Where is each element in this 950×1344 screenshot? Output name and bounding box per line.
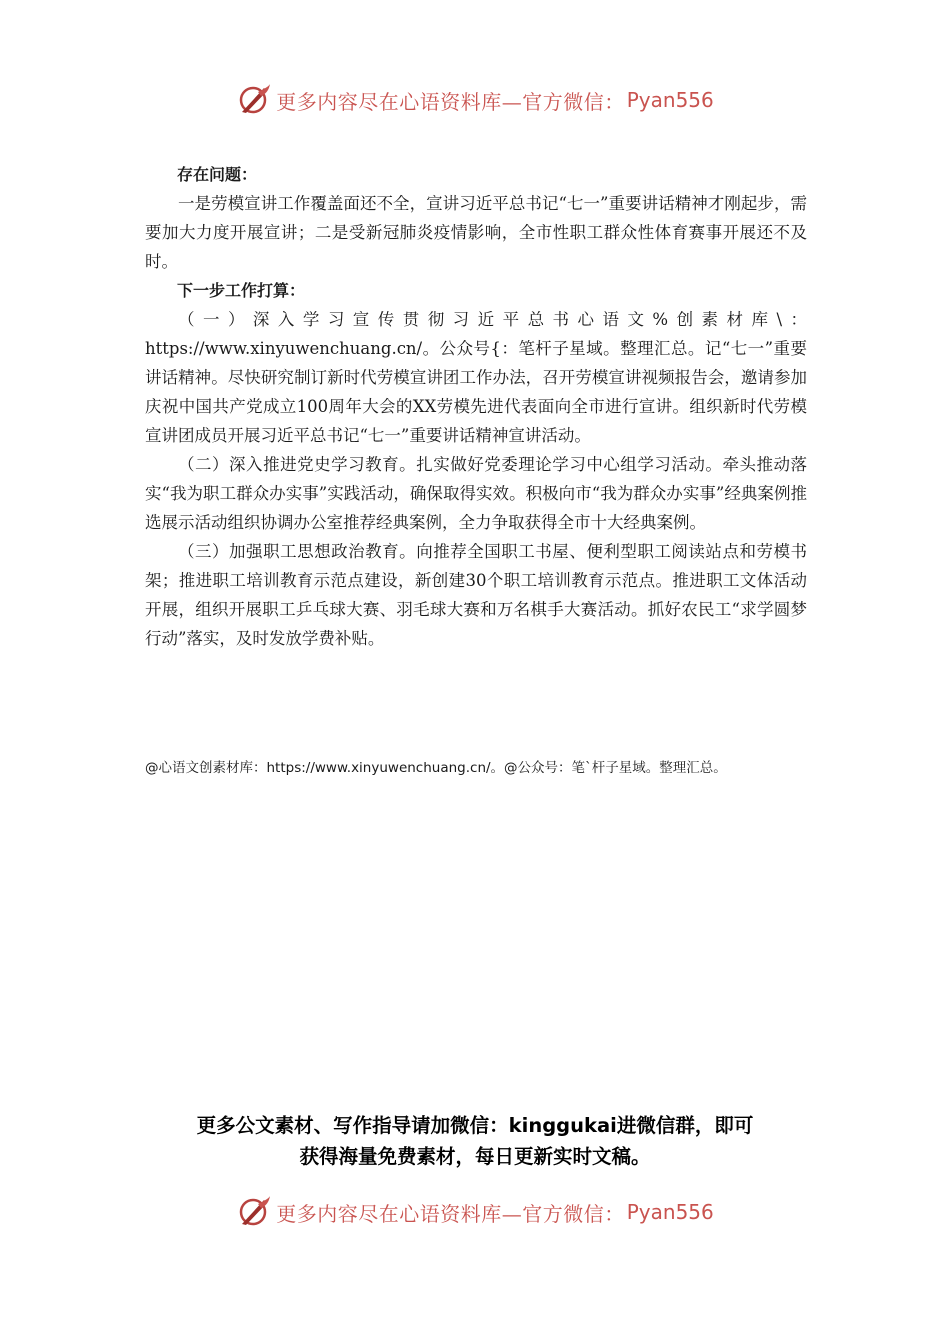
- document-body: [145, 160, 807, 653]
- credit-line: @心语文创素材库：https://www.xinyuwenchuang.cn/。@公众号：笔`杆子星域。整理汇总。: [145, 760, 727, 776]
- plan-item-3: （三）加强职工思想政治教育。向推荐全国职工书屋、便利型职工阅读站点和劳模书架；推进职工培训教育示范点建设，新创建30个职工培训教育示范点。推进职工文体活动开展，组织开展职工乒乓球大赛、羽毛球大赛和万名棋手大赛活动。抓好农民工“求学圆梦行动”落实，及时发放学费补贴。: [145, 542, 807, 648]
- promo-line-2: 获得海量免费素材，每日更新实时文稿。: [299, 1145, 651, 1168]
- quill-pen-logo-icon: [236, 82, 272, 118]
- wechat-id: Pyan556: [626, 1200, 714, 1224]
- problems-paragraph: 一是劳模宣讲工作覆盖面还不全，宣讲习近平总书记“七一”重要讲话精神才刚起步，需要加大力度开展宣讲；二是受新冠肺炎疫情影响，全市性职工群众性体育赛事开展还不及时。: [145, 194, 807, 271]
- header-banner: [0, 78, 950, 122]
- promo-line-1: 更多公文素材、写作指导请加微信：kinggukai进微信群，即可: [196, 1114, 754, 1137]
- problems-heading: 存在问题：: [177, 165, 258, 184]
- promo-text: [0, 1110, 950, 1172]
- next-steps-heading: 下一步工作打算：: [177, 281, 306, 300]
- quill-pen-logo-icon: [236, 1194, 272, 1230]
- footer-banner: [0, 1190, 950, 1234]
- banner-text: 更多内容尽在心语资料库—官方微信：: [276, 1201, 625, 1226]
- plan-item-1: （一）深入学习宣传贯彻习近平总书心语文%创素材库\：https://www.xinyuwenchuang.cn/。公众号{：笔杆子星域。整理汇总。记“七一”重要讲话精神。尽快研究制订新时代劳模宣讲团工作办法，召开劳模宣讲视频报告会，邀请参加庆祝中国共产党成立100周年大会的XX劳模先进代表面向全市进行宣讲。组织新时代劳模宣讲团成员开展习近平总书记“七一”重要讲话精神宣讲活动。: [145, 310, 807, 445]
- banner-text: 更多内容尽在心语资料库—官方微信：: [276, 89, 625, 114]
- plan-item-2: （二）深入推进党史学习教育。扎实做好党委理论学习中心组学习活动。牵头推动落实“我为职工群众办实事”实践活动，确保取得实效。积极向市“我为群众办实事”经典案例推选展示活动组织协调办公室推荐经典案例，全力争取获得全市十大经典案例。: [145, 455, 807, 532]
- wechat-id: Pyan556: [626, 88, 714, 112]
